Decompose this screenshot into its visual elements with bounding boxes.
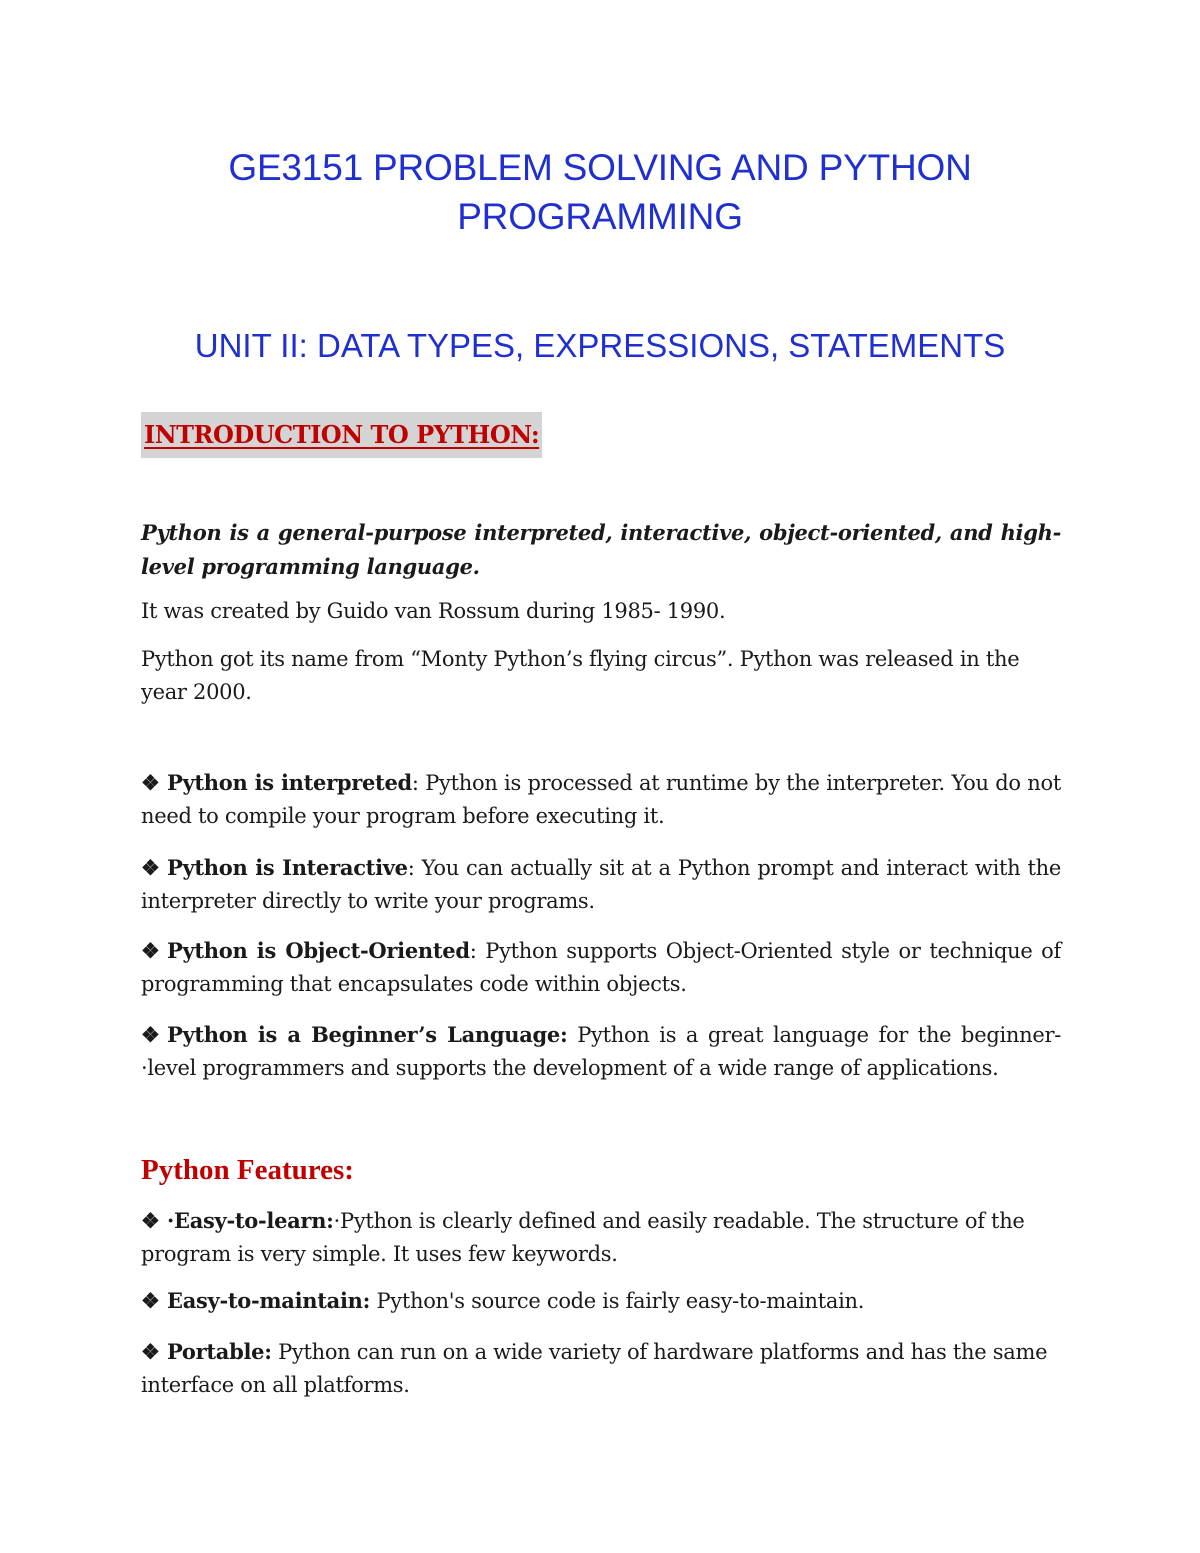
bullet-separator: : (411, 771, 426, 795)
feature-portable (141, 1335, 1061, 1402)
diamond-bullet-icon: ❖ (141, 938, 160, 963)
document-title (0, 143, 1200, 241)
name-origin-paragraph: Python got its name from “Monty Python’s flying circus”. Python was released in the year 2000. (141, 647, 1020, 704)
bullet-interpreted (141, 766, 1061, 833)
created-by-paragraph: It was created by Guido van Rossum during 1985- 1990. (141, 599, 726, 623)
bullet-term: Python is interpreted (167, 770, 412, 795)
bullet-separator (567, 1023, 577, 1047)
title-line-1: GE3151 PROBLEM SOLVING AND PYTHON (228, 147, 972, 188)
bullet-beginners-language (141, 1018, 1061, 1085)
feature-term: ·Easy-to-learn: (167, 1208, 334, 1233)
diamond-bullet-icon: ❖ (141, 1022, 160, 1047)
bullet-text: You can actually sit at a Python prompt and interact with the interpreter directly to write your programs. (141, 856, 1061, 913)
bullet-term: Python is Interactive (167, 855, 408, 880)
intro-definition (141, 516, 1061, 584)
feature-term: Portable: (167, 1339, 272, 1364)
feature-text: Python is clearly defined and easily readable. The structure of the program is very simple. It uses few keywords. (141, 1209, 1025, 1266)
feature-easy-to-maintain (141, 1284, 1061, 1318)
unit-heading: UNIT II: DATA TYPES, EXPRESSIONS, STATEMENTS (194, 327, 1006, 364)
bullet-text: Python supports Object-Oriented style or technique of programming that encapsulates code within objects. (141, 939, 1061, 996)
bullet-term: Python is a Beginner’s Language: (167, 1022, 568, 1047)
feature-text: Python's source code is fairly easy-to-maintain. (376, 1289, 865, 1313)
feature-text: Python can run on a wide variety of hardware platforms and has the same interface on all platforms. (141, 1340, 1048, 1397)
features-heading: Python Features: (141, 1154, 354, 1186)
diamond-bullet-icon: ❖ (141, 855, 160, 880)
bullet-object-oriented (141, 934, 1061, 1001)
feature-term: Easy-to-maintain: (167, 1288, 371, 1313)
bullet-separator: : (469, 939, 486, 963)
diamond-bullet-icon: ❖ (141, 1339, 160, 1364)
bullet-term: Python is Object-Oriented (167, 938, 470, 963)
intro-definition-text: Python is a general-purpose interpreted, interactive, object-oriented, and high-level programming language. (141, 520, 1061, 579)
feature-easy-to-learn (141, 1204, 1061, 1271)
intro-heading: INTRODUCTION TO PYTHON: (141, 412, 542, 458)
bullet-interactive (141, 851, 1061, 918)
diamond-bullet-icon: ❖ (141, 770, 160, 795)
bullet-text: Python is a great language for the beginner-·level programmers and supports the development of a wide range of applications. (141, 1023, 1061, 1080)
diamond-bullet-icon: ❖ (141, 1288, 160, 1313)
diamond-bullet-icon: ❖ (141, 1208, 160, 1233)
feature-separator: · (333, 1209, 341, 1233)
title-line-2: PROGRAMMING (457, 196, 743, 237)
bullet-separator: : (407, 856, 422, 880)
bullet-text: Python is processed at runtime by the interpreter. You do not need to compile your program before executing it. (141, 771, 1061, 828)
